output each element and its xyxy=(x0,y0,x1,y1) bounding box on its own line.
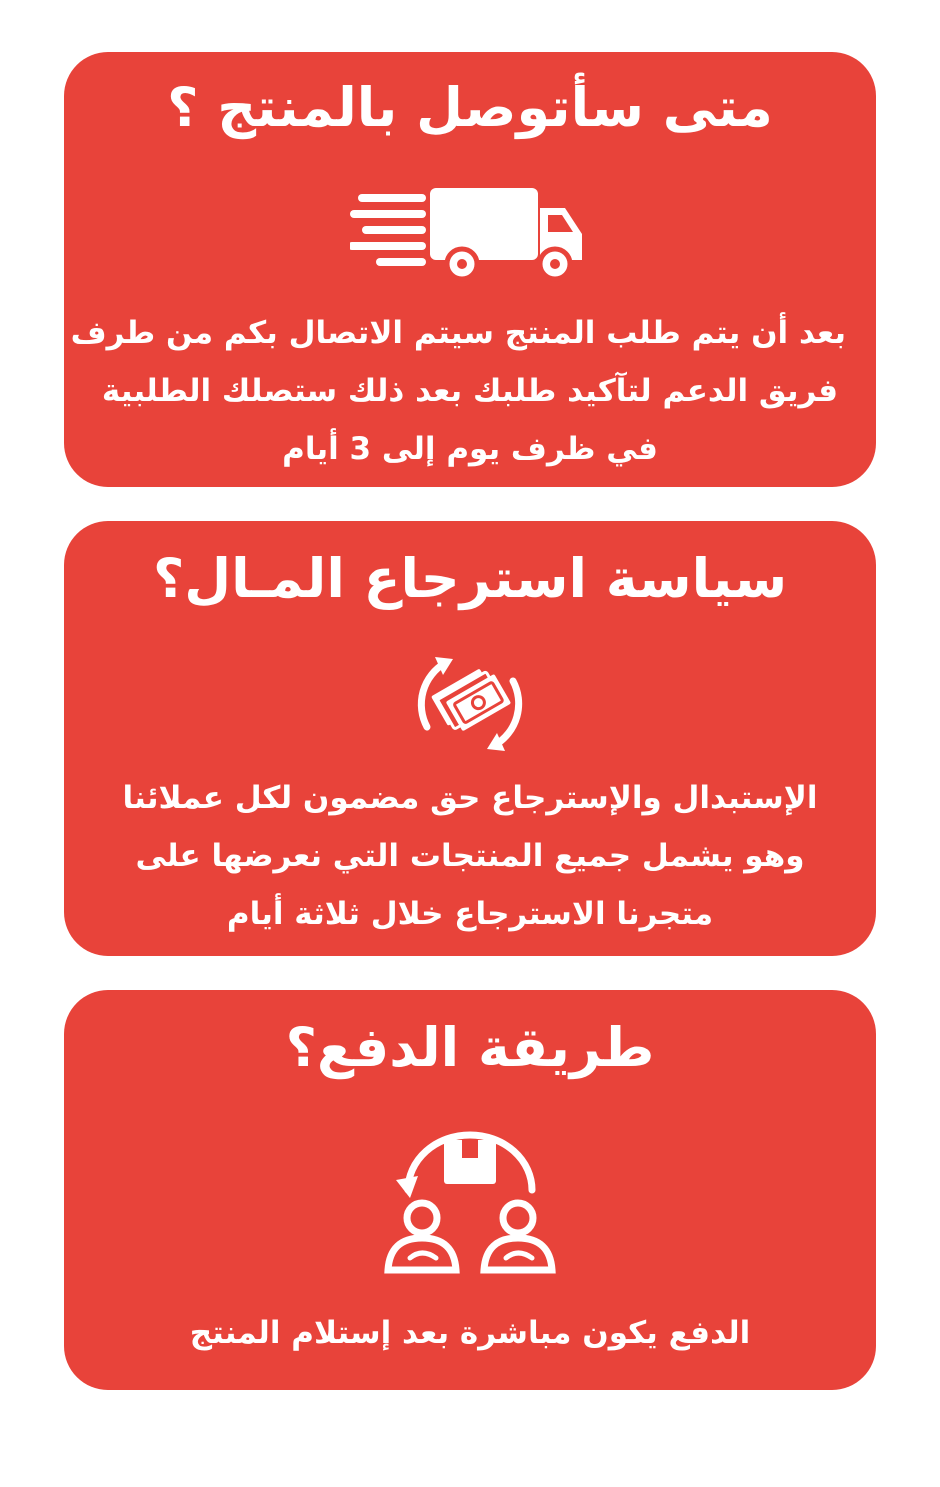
refund-body-line: متجرنا الاسترجاع خلال ثلاثة أيام xyxy=(226,896,714,932)
delivery-body-line: في ظرف يوم إلى 3 أيام xyxy=(282,431,658,467)
delivery-card-title: متى سأتوصل بالمنتج ؟ xyxy=(167,76,773,139)
delivery-body-line: فريق الدعم لتآكيد طلبك بعد ذلك ستصلك الطلبية xyxy=(101,373,839,409)
refund-policy-card xyxy=(64,521,876,956)
refund-card-body xyxy=(94,769,846,943)
payment-body-line: الدفع يكون مباشرة بعد إستلام المنتج xyxy=(189,1315,751,1351)
payment-card-body xyxy=(94,1304,846,1362)
money-refund-icon xyxy=(405,649,535,759)
delivery-body-line: بعد أن يتم طلب المنتج سيتم الاتصال بكم من طرف xyxy=(70,315,846,351)
payment-method-card xyxy=(64,990,876,1390)
delivery-card-body xyxy=(70,304,846,478)
refund-body-line: وهو يشمل جميع المنتجات التي نعرضها على xyxy=(135,838,805,874)
payment-card-title: طريقة الدفع؟ xyxy=(285,1016,655,1079)
delivery-truck-icon xyxy=(350,184,590,284)
cash-on-delivery-icon xyxy=(380,1130,560,1280)
refund-card-title: سياسة استرجاع المـال؟ xyxy=(152,547,788,610)
refund-body-line: الإستبدال والإسترجاع حق مضمون لكل عملائنا xyxy=(122,780,818,816)
delivery-info-card xyxy=(64,52,876,487)
